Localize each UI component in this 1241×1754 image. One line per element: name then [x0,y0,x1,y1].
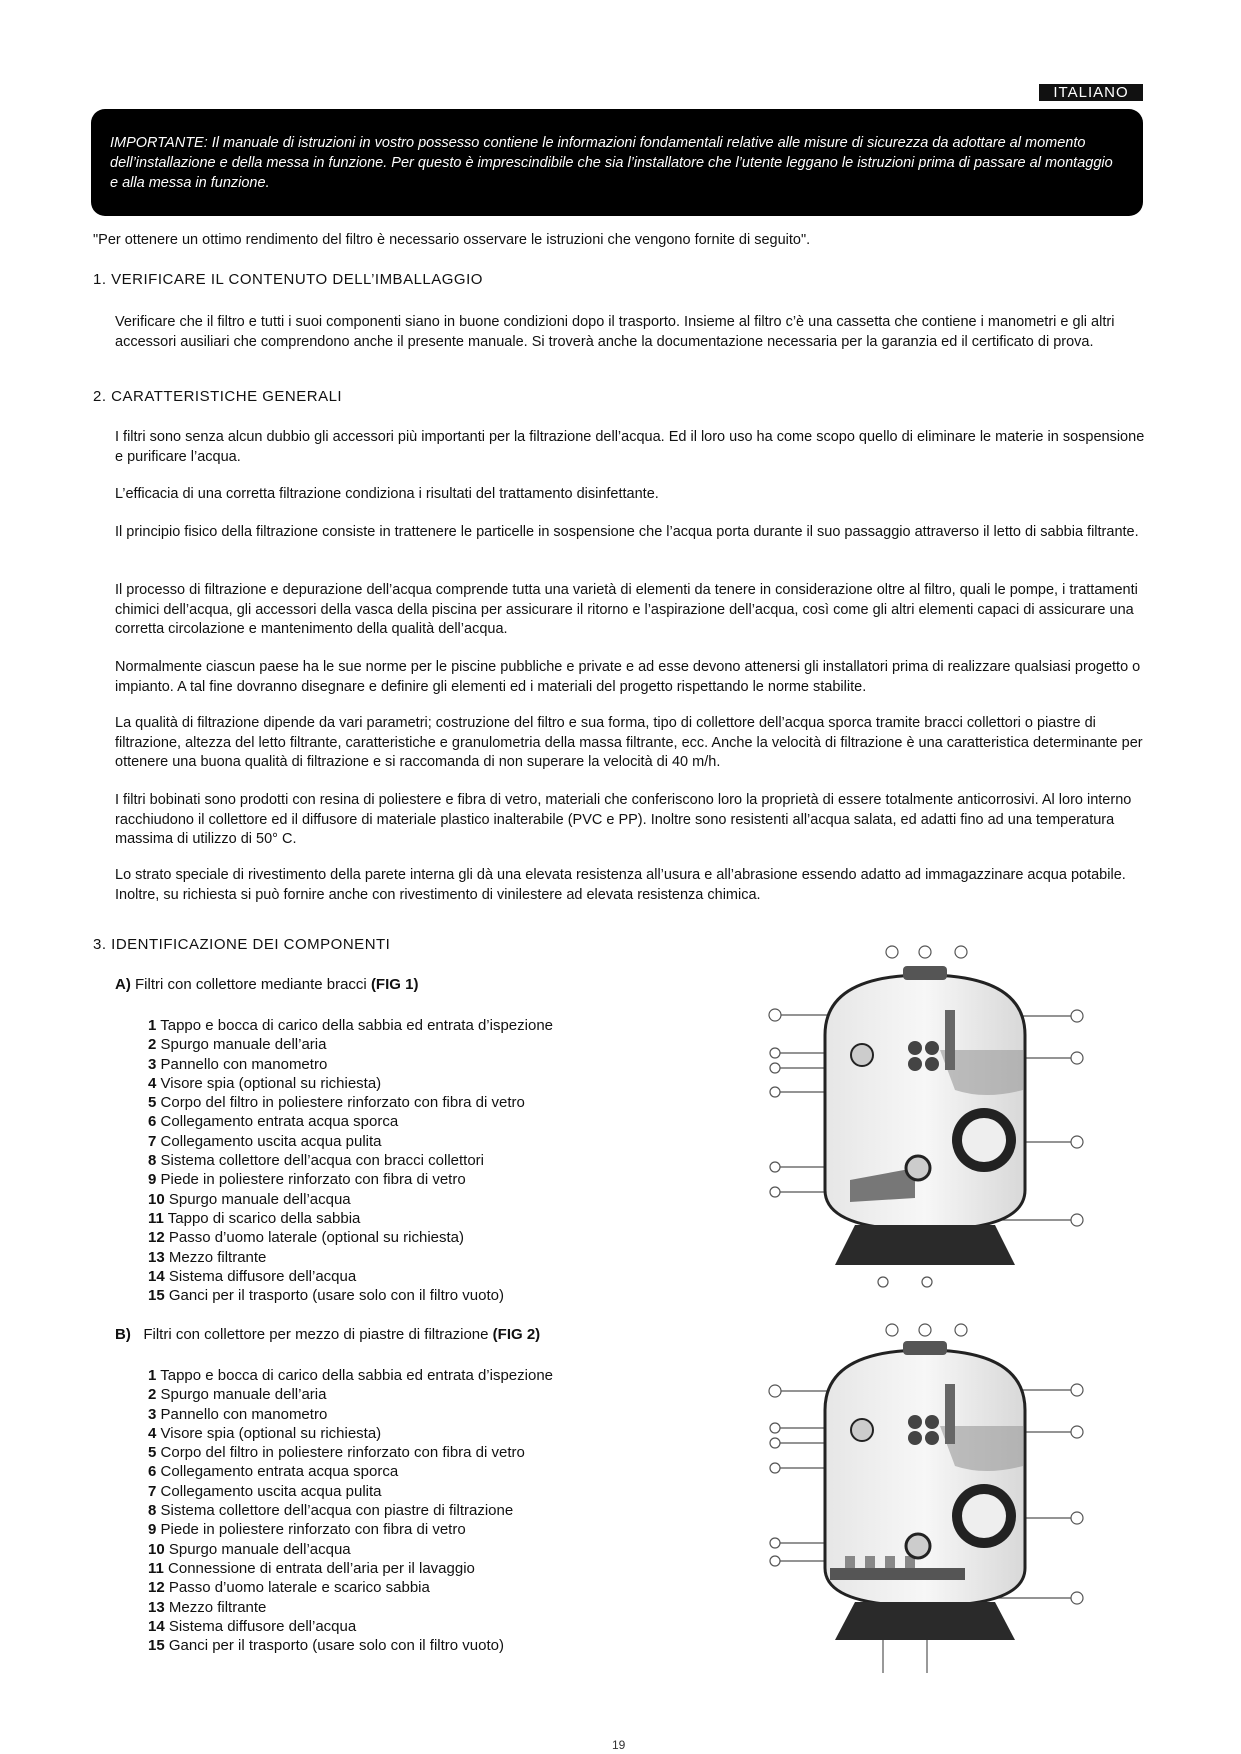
section-1-text: Verificare che il filtro e tutti i suoi componenti siano in buone condizioni dopo il trasporto. Insieme al filtro c’è una cassetta che contiene i manometri e gli altri accessori ausiliari che comprendono anche il presente manuale. Si troverà anche la documentazione necessaria per la garanzia ed il certificato di prova. [115,314,1115,350]
subsection-b-fig: (FIG 2) [492,1326,541,1343]
list-item: 1 Tappo e bocca di carico della sabbia ed entrata d’ispezione [148,1017,554,1034]
section-2-paragraph: Lo strato speciale di rivestimento della parete interna gli dà una elevata resistenza all’usura e all’abrasione essendo adatto ad immagazzinare acqua potabile. Inoltre, su richiesta si può fornire anche con rivestimento di vinilestere ad elevata resistenza chimica. [115,867,1126,903]
list-item: 14 Sistema diffusore dell’acqua [148,1267,357,1285]
list-item: 7 Collegamento uscita acqua pulita [148,1482,382,1500]
list-item: 9 Piede in poliestere rinforzato con fibra di vetro [148,1171,466,1189]
list-item: 10 Spurgo manuale dell’acqua [148,1190,351,1208]
warning-text: IMPORTANTE: Il manuale di istruzioni in vostro possesso contiene le informazioni fondamentali relative alle misure di sicurezza da adottare al momento dell’installazione e della messa in funzione. Per questo è imprescindibile che sia l’installatore che l’utente leggano le istruzioni prima di passare al montaggio e alla messa in funzione. [110,135,1113,191]
section-2-paragraph: Il processo di filtrazione e depurazione dell’acqua comprende tutta una varietà di elementi da tenere in considerazione oltre al filtro, quali le pompe, i trattamenti chimici dell’acqua, gli accessori della vasca della piscina per assicurare il ritorno e l’aspirazione dell’acqua, così come gli altri elementi capaci di assicurare una corretta circolazione e mantenimento della qualità dell’acqua. [115,582,1138,637]
list-item: 11 Tappo di scarico della sabbia [148,1209,361,1227]
list-item: 12 Passo d’uomo laterale (optional su richiesta) [148,1229,465,1247]
subsection-a-title [115,976,418,993]
list-item: 11 Connessione di entrata dell’aria per il lavaggio [148,1559,475,1577]
list-item: 15 Ganci per il trasporto (usare solo con il filtro vuoto) [148,1637,505,1655]
list-item: 5 Corpo del filtro in poliestere rinforzato con fibra di vetro [148,1094,525,1112]
list-item: 12 Passo d’uomo laterale e scarico sabbia [148,1579,430,1597]
list-item: 6 Collegamento entrata acqua sporca [148,1463,399,1481]
intro-text: "Per ottenere un ottimo rendimento del filtro è necessario osservare le istruzioni che vengono fornite di seguito". [93,232,811,248]
list-item: 5 Corpo del filtro in poliestere rinforzato con fibra di vetro [148,1444,525,1462]
list-item: 2 Spurgo manuale dell’aria [148,1386,327,1404]
page-number: 19 [612,1738,626,1752]
subsection-a-letter: A) [115,976,131,993]
section-2-paragraph: Il principio fisico della filtrazione consiste in trattenere le particelle in sospensione che l’acqua porta durante il suo passaggio attraverso il letto di sabbia filtrante. [115,524,1139,540]
section-2-paragraph: L’efficacia di una corretta filtrazione condiziona i risultati del trattamento disinfettante. [115,486,659,502]
warning-box [91,109,1143,216]
list-item: 1 Tappo e bocca di carico della sabbia ed entrata d’ispezione [148,1367,554,1384]
subsection-a-text: Filtri con collettore mediante bracci [135,976,367,993]
language-tag: ITALIANO [1039,84,1143,101]
list-item: 10 Spurgo manuale dell’acqua [148,1540,351,1558]
list-item: 6 Collegamento entrata acqua sporca [148,1113,399,1131]
component-list-b [148,1366,553,1655]
subsection-b-letter: B) [115,1326,131,1343]
subsection-b-title [115,1326,540,1343]
filter-diagram-fig2 [765,1318,1085,1680]
list-item: 3 Pannello con manometro [148,1405,328,1423]
list-item: 13 Mezzo filtrante [148,1598,267,1616]
section-3-title: 3. IDENTIFICAZIONE DEI COMPONENTI [93,936,391,953]
filter-diagram-fig1 [765,940,1085,1300]
list-item: 13 Mezzo filtrante [148,1248,267,1266]
list-item: 3 Pannello con manometro [148,1055,328,1073]
list-item: 8 Sistema collettore dell’acqua con piastre di filtrazione [148,1502,514,1520]
component-list-a [148,1016,553,1305]
list-item: 2 Spurgo manuale dell’aria [148,1036,327,1054]
list-item: 4 Visore spia (optional su richiesta) [148,1074,382,1092]
list-item: 7 Collegamento uscita acqua pulita [148,1132,382,1150]
list-item: 9 Piede in poliestere rinforzato con fibra di vetro [148,1521,466,1539]
section-1-title: 1. VERIFICARE IL CONTENUTO DELL’IMBALLAGGIO [93,271,483,288]
subsection-a-fig: (FIG 1) [370,976,419,993]
subsection-b-text: Filtri con collettore per mezzo di piastre di filtrazione [143,1326,489,1343]
section-2-paragraph: I filtri sono senza alcun dubbio gli accessori più importanti per la filtrazione dell’acqua. Ed il loro uso ha come scopo quello di eliminare le materie in sospensione e purificare l’acqua. [115,429,1145,465]
list-item: 14 Sistema diffusore dell’acqua [148,1617,357,1635]
list-item: 4 Visore spia (optional su richiesta) [148,1424,382,1442]
section-2-paragraph: Normalmente ciascun paese ha le sue norme per le piscine pubbliche e private e ad esse devono attenersi gli installatori prima di realizzare qualsiasi progetto o impianto. A tal fine dovranno disegnare e definire gli elementi ed i materiali del progetto rispettando le norme stabilite. [115,659,1141,695]
list-item: 8 Sistema collettore dell’acqua con bracci collettori [148,1152,485,1170]
list-item: 15 Ganci per il trasporto (usare solo con il filtro vuoto) [148,1287,505,1305]
section-2-paragraph: La qualità di filtrazione dipende da vari parametri; costruzione del filtro e sua forma, tipo di collettore dell’acqua sporca tramite bracci collettori o piastre di filtrazione, altezza del letto filtrante, caratteristiche e granulometria della massa filtrante, ecc. Anche la velocità di filtrazione è una caratteristica determinante per ottenere una buona qualità di filtrazione e si raccomanda di non superare la velocità di 40 m/h. [115,715,1143,770]
section-2-title: 2. CARATTERISTICHE GENERALI [93,388,343,405]
section-2-paragraph: I filtri bobinati sono prodotti con resina di poliestere e fibra di vetro, materiali che conferiscono loro la proprietà di essere totalmente anticorrosivi. Al loro interno racchiudono il collettore ed il diffusore di materiale plastico inalterabile (PVC e PP). Inoltre sono resistenti all’acqua salata, ed adatti fino ad una temperatura massima di utilizzo di 50° C. [115,792,1132,847]
